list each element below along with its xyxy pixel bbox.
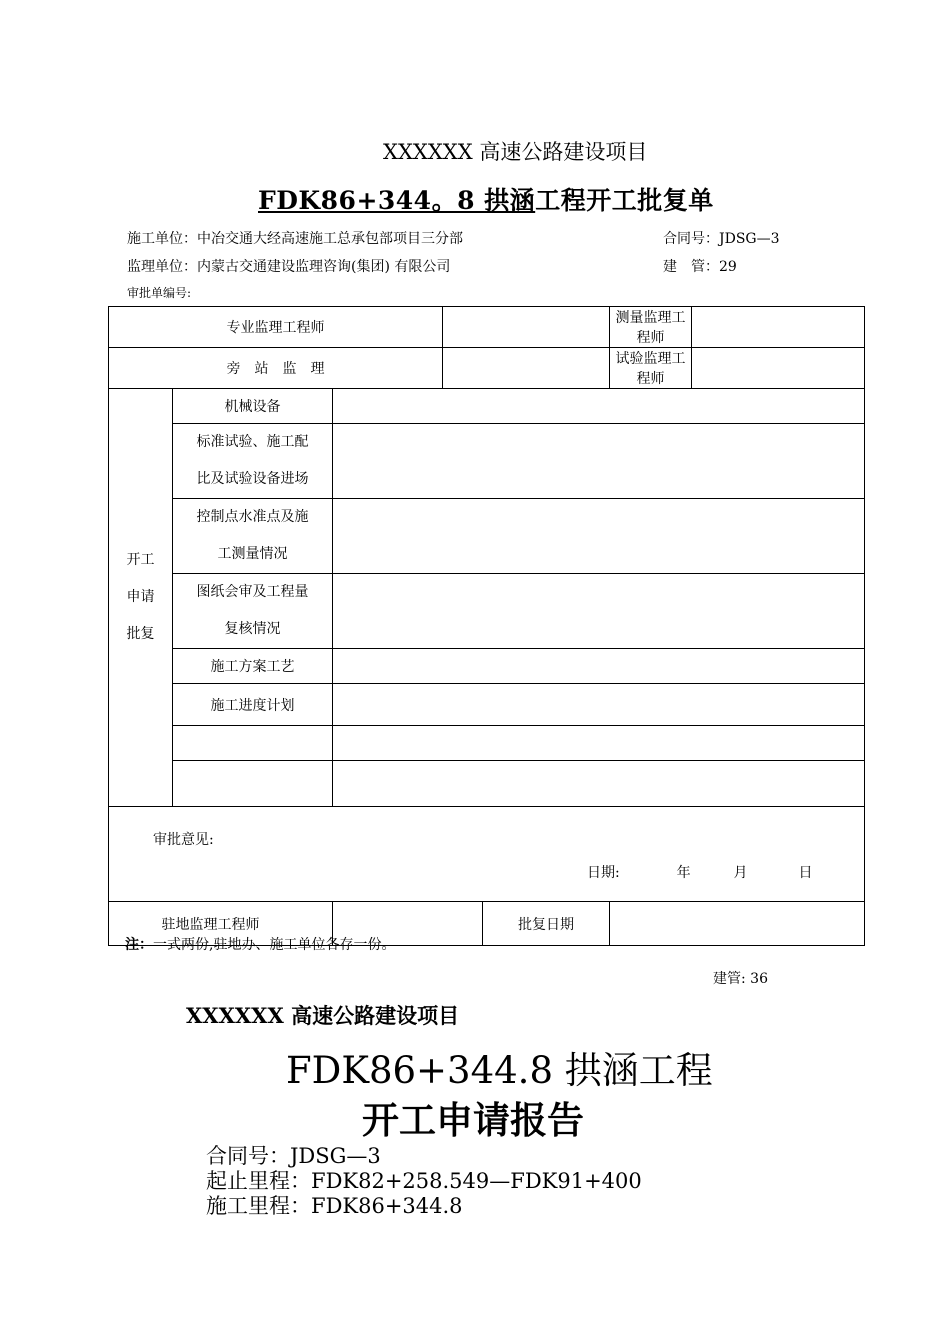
contractor-label: 施工单位： <box>127 231 197 247</box>
survey-engineer-field[interactable] <box>692 307 865 348</box>
contractor-line <box>127 228 463 248</box>
form-title-underlined: FDK86+344。8 拱涵 <box>258 186 536 215</box>
jianguan-label: 建 管： <box>663 259 719 275</box>
cover-title-line2: 开工申请报告 <box>362 1098 584 1142</box>
item-construction-plan: 施工方案工艺 <box>173 649 333 684</box>
empty-item-field[interactable] <box>333 726 865 761</box>
project-title: XXXXXX 高速公路建设项目 <box>383 140 648 164</box>
jianguan-value: 29 <box>719 259 737 275</box>
item-standard-test: 标准试验、施工配 比及试验设备进场 <box>173 424 333 499</box>
cover-project-title: XXXXXX 高速公路建设项目 <box>186 1003 460 1028</box>
item-construction-plan-field[interactable] <box>333 649 865 684</box>
prof-engineer-field[interactable] <box>443 307 610 348</box>
approval-form-table <box>108 306 865 946</box>
jianguan-36: 建管: 36 <box>713 971 768 987</box>
contract-no-line <box>663 228 780 248</box>
item-machinery-field[interactable] <box>333 389 865 424</box>
prof-engineer-label: 专业监理工程师 <box>109 307 443 348</box>
cover-title-line1: FDK86+344.8 拱涵工程 <box>286 1049 713 1092</box>
reply-date-field[interactable] <box>610 902 865 946</box>
item-drawing-review: 图纸会审及工程量 复核情况 <box>173 574 333 649</box>
item-standard-test-field[interactable] <box>333 424 865 499</box>
opinion-label: 审批意见: <box>153 832 214 848</box>
survey-engineer-label: 测量监理工程师 <box>610 307 692 348</box>
item-machinery: 机械设备 <box>173 389 333 424</box>
contractor-value: 中冶交通大经高速施工总承包部项目三分部 <box>197 231 463 247</box>
reply-date-label: 批复日期 <box>483 902 610 946</box>
form-title-rest: 工程开工批复单 <box>535 186 714 215</box>
item-drawing-review-field[interactable] <box>333 574 865 649</box>
group-label: 开工 申请 批复 <box>109 389 173 807</box>
empty-item[interactable] <box>173 726 333 761</box>
cover-contract-no: 合同号：JDSG—3 <box>206 1144 381 1168</box>
empty-item-field[interactable] <box>333 761 865 807</box>
jianguan-line <box>663 256 737 276</box>
cover-site-mileage: 施工里程：FDK86+344.8 <box>206 1194 463 1218</box>
item-schedule: 施工进度计划 <box>173 684 333 726</box>
empty-item[interactable] <box>173 761 333 807</box>
resident-engineer-label: 驻地监理工程师 <box>109 902 333 946</box>
form-title <box>258 181 714 217</box>
supervisor-line <box>127 256 450 276</box>
approval-no-label: 审批单编号: <box>127 286 192 300</box>
test-engineer-field[interactable] <box>692 348 865 389</box>
supervisor-value: 内蒙古交通建设监理咨询(集团) 有限公司 <box>197 259 451 275</box>
contract-no-label: 合同号： <box>663 231 719 247</box>
contract-no-value: JDSG—3 <box>719 231 780 247</box>
item-control-points-field[interactable] <box>333 499 865 574</box>
approval-opinion-cell[interactable] <box>109 807 865 902</box>
station-supervisor-label: 旁 站 监 理 <box>109 348 443 389</box>
cover-mileage-range: 起止里程：FDK82+258.549—FDK91+400 <box>206 1169 642 1193</box>
item-schedule-field[interactable] <box>333 684 865 726</box>
item-control-points: 控制点水准点及施 工测量情况 <box>173 499 333 574</box>
note: 注：一式两份,驻地办、施工单位各存一份。 <box>125 937 396 953</box>
supervisor-label: 监理单位： <box>127 259 197 275</box>
test-engineer-label: 试验监理工程师 <box>610 348 692 389</box>
station-supervisor-field[interactable] <box>443 348 610 389</box>
opinion-date: 日期: 年 月 日 <box>587 865 813 881</box>
